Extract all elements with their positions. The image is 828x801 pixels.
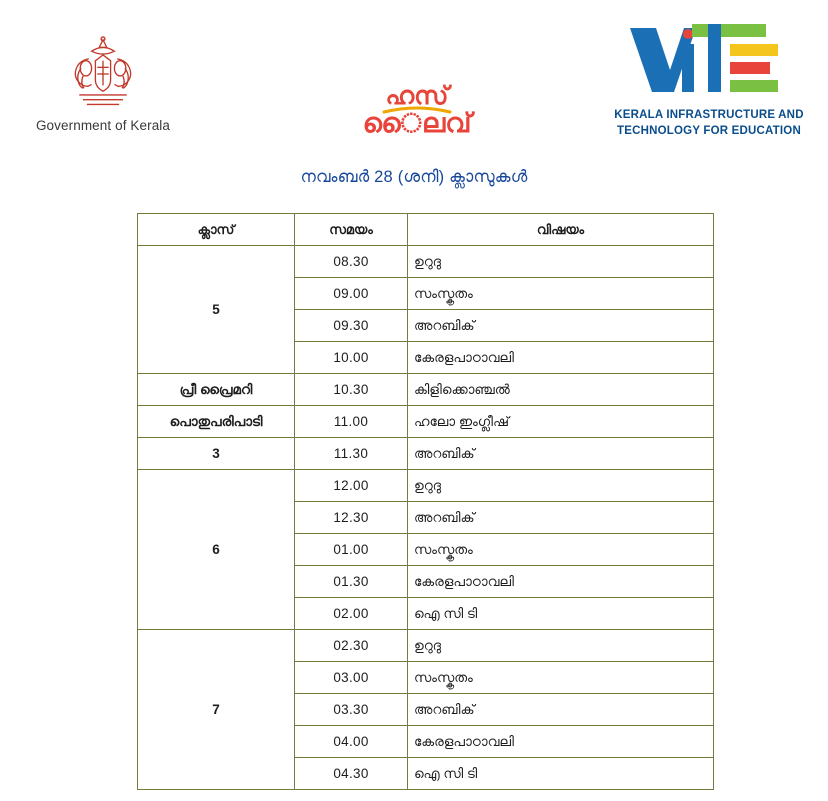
cell-time: 11.00 (295, 406, 408, 438)
cell-time: 02.30 (295, 630, 408, 662)
cell-time: 04.00 (295, 726, 408, 758)
cell-subject: ഉറുദു (408, 470, 714, 502)
cell-time: 09.00 (295, 278, 408, 310)
cell-time: 01.00 (295, 534, 408, 566)
kerala-state-emblem-icon (60, 36, 146, 112)
cell-time: 10.00 (295, 342, 408, 374)
cell-subject: ഉറുദു (408, 246, 714, 278)
cell-subject: അറബിക് (408, 694, 714, 726)
cell-subject: അറബിക് (408, 502, 714, 534)
kite-text-line-1: KERALA INFRASTRUCTURE AND (614, 109, 804, 121)
cell-subject: അറബിക് (408, 438, 714, 470)
schedule-table-wrapper (137, 213, 713, 790)
cell-class: 5 (138, 246, 295, 374)
column-header-class: ക്ലാസ് (138, 214, 295, 246)
schedule-table-body (138, 246, 714, 790)
cell-time: 01.30 (295, 566, 408, 598)
kite-logo-icon (626, 18, 792, 102)
government-label: Government of Kerala (35, 118, 171, 133)
cell-subject: അറബിക് (408, 310, 714, 342)
cell-time: 11.30 (295, 438, 408, 470)
kite-logo-block (604, 18, 814, 139)
cell-time: 08.30 (295, 246, 408, 278)
cell-time: 10.30 (295, 374, 408, 406)
cell-subject: കേരളപാഠാവലി (408, 726, 714, 758)
government-of-kerala-block (18, 36, 188, 133)
table-row (138, 374, 714, 406)
cell-time: 03.00 (295, 662, 408, 694)
svg-text:ൈലവ്: ൈലവ് (362, 108, 472, 138)
column-header-time: സമയം (295, 214, 408, 246)
cell-class: 6 (138, 470, 295, 630)
table-row (138, 470, 714, 502)
cell-time: 03.30 (295, 694, 408, 726)
table-row (138, 630, 714, 662)
cell-time: 09.30 (295, 310, 408, 342)
cell-subject: ഉറുദു (408, 630, 714, 662)
cell-time: 04.30 (295, 758, 408, 790)
kite-subtitle (604, 108, 814, 139)
cell-subject: കിളിക്കൊഞ്ചൽ (408, 374, 714, 406)
cell-subject: ഐ സി ടി (408, 758, 714, 790)
schedule-table (137, 213, 714, 790)
cell-subject: സംസ്കൃതം (408, 278, 714, 310)
cell-class: പൊതുപരിപാടി (138, 406, 295, 438)
cell-subject: ഐ സി ടി (408, 598, 714, 630)
cell-time: 12.30 (295, 502, 408, 534)
table-header-row (138, 214, 714, 246)
hs-live-logo (352, 78, 482, 140)
table-row (138, 246, 714, 278)
cell-class: പ്രീ പ്രൈമറി (138, 374, 295, 406)
svg-text:ഹസ്: ഹസ് (385, 82, 449, 110)
cell-subject: കേരളപാഠാവലി (408, 342, 714, 374)
cell-time: 12.00 (295, 470, 408, 502)
cell-subject: ഹലോ ഇംഗ്ലീഷ് (408, 406, 714, 438)
cell-subject: കേരളപാഠാവലി (408, 566, 714, 598)
kite-text-line-2: TECHNOLOGY FOR EDUCATION (617, 124, 801, 137)
page-subtitle: നവംബര്‍ 28 (ശനി) ക്ലാസുകള്‍ (300, 168, 528, 186)
page-header (0, 0, 828, 160)
cell-subject: സംസ്കൃതം (408, 534, 714, 566)
hs-live-logo-icon (356, 78, 478, 140)
cell-subject: സംസ്കൃതം (408, 662, 714, 694)
table-row (138, 406, 714, 438)
column-header-subject: വിഷയം (408, 214, 714, 246)
table-row (138, 438, 714, 470)
cell-class: 7 (138, 630, 295, 790)
cell-time: 02.00 (295, 598, 408, 630)
cell-class: 3 (138, 438, 295, 470)
